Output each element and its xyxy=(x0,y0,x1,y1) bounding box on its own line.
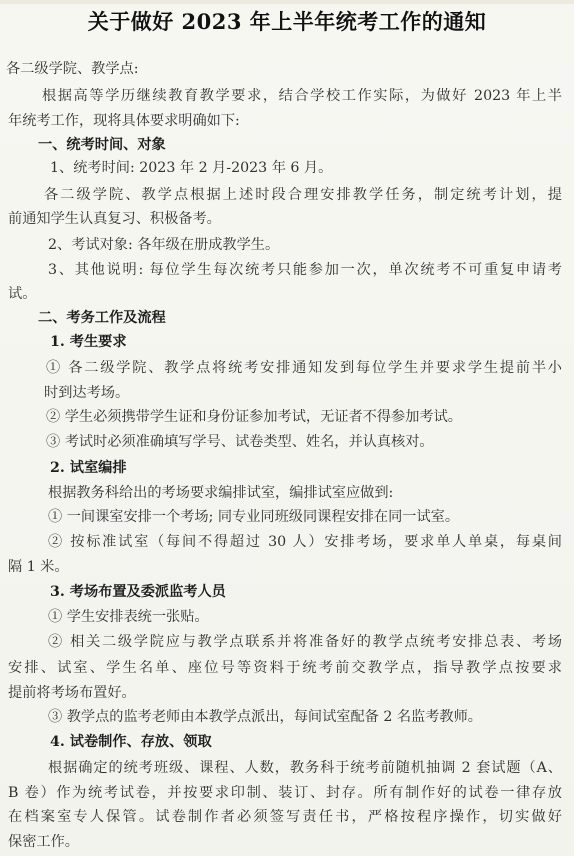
subheading-1: 1. 考生要求 xyxy=(50,334,127,350)
section-heading-2: 二、考务工作及流程 xyxy=(38,310,166,326)
rule-1-3: ③ 考试时必须准确填写学号、试卷类型、姓名，并认真核对。 xyxy=(46,434,434,450)
intro-line-1: 根据高等学历继续教育教学要求，结合学校工作实际，为做好 2023 年上半 xyxy=(42,88,562,104)
paper-line-3: 在档案室专人保管。试卷制作者必须签写责任书，严格按程序操作，切实做好 xyxy=(8,809,562,825)
exam-target-line: 2、考试对象: 各年级在册成教学生。 xyxy=(48,237,280,253)
rule-3-2-line-1: ② 相关二级学院应与教学点联系并将准备好的教学点统考安排总表、考场 xyxy=(48,634,562,650)
salutation: 各二级学院、教学点: xyxy=(6,61,139,77)
paper-line-2: B 卷）作为统考试卷，并按要求印制、装订、封存。所有制作好的试卷一律存放 xyxy=(8,785,562,801)
rule-1-1-line-2: 时到达考场。 xyxy=(44,385,130,401)
exam-time-line: 1、统考时间: 2023 年 2 月-2023 年 6 月。 xyxy=(50,160,333,176)
intro-line-2: 年统考工作，现将具体要求明确如下: xyxy=(8,113,240,129)
other-note-line-1: 3、其他说明: 每位学生每次统考只能参加一次，单次统考不可重复申请考 xyxy=(48,262,562,278)
rule-2-1: ① 一间课室安排一个考场; 同专业同班级同课程安排在同一试室。 xyxy=(48,509,460,525)
scan-edge xyxy=(0,0,574,4)
rule-3-2-line-3: 提前将考场布置好。 xyxy=(8,685,136,701)
rule-1-2: ② 学生必须携带学生证和身份证参加考试，无证者不得参加考试。 xyxy=(46,409,462,425)
rule-1-1-line-1: ① 各二级学院、教学点将统考安排通知发到每位学生并要求学生提前半小 xyxy=(46,360,562,376)
page-title: 关于做好 2023 年上半年统考工作的通知 xyxy=(87,9,487,34)
rule-3-1: ① 学生安排表统一张贴。 xyxy=(48,609,209,625)
section-heading-1: 一、统考时间、对象 xyxy=(38,137,166,153)
rule-3-2-line-2: 安排、试室、学生名单、座位号等资料于统考前交教学点，指导教学点按要求 xyxy=(8,660,562,676)
other-note-line-2: 试。 xyxy=(8,286,37,302)
subheading-4: 4. 试卷制作、存放、领取 xyxy=(50,734,212,750)
rule-2-2-line-2: 隔 1 米。 xyxy=(8,559,69,575)
subheading-3: 3. 考场布置及委派监考人员 xyxy=(50,584,226,600)
room-intro: 根据教务科给出的考场要求编排试室，编排试室应做到: xyxy=(48,485,394,501)
rule-3-3: ③ 教学点的监考老师由本教学点派出，每间试室配备 2 名监考教师。 xyxy=(48,709,482,725)
exam-time-desc-1: 各二级学院、教学点根据上述时段合理安排教学任务，制定统考计划，提 xyxy=(44,187,562,203)
exam-time-desc-2: 前通知学生认真复习、积极备考。 xyxy=(8,211,221,227)
rule-2-2-line-1: ② 按标准试室（每间不得超过 30 人）安排考场，要求单人单桌，每桌间 xyxy=(48,534,562,550)
subheading-2: 2. 试室编排 xyxy=(50,460,127,476)
paper-line-4: 保密工作。 xyxy=(8,834,79,850)
paper-line-1: 根据确定的统考班级、课程、人数，教务科于统考前随机抽调 2 套试题（A、 xyxy=(48,760,562,776)
